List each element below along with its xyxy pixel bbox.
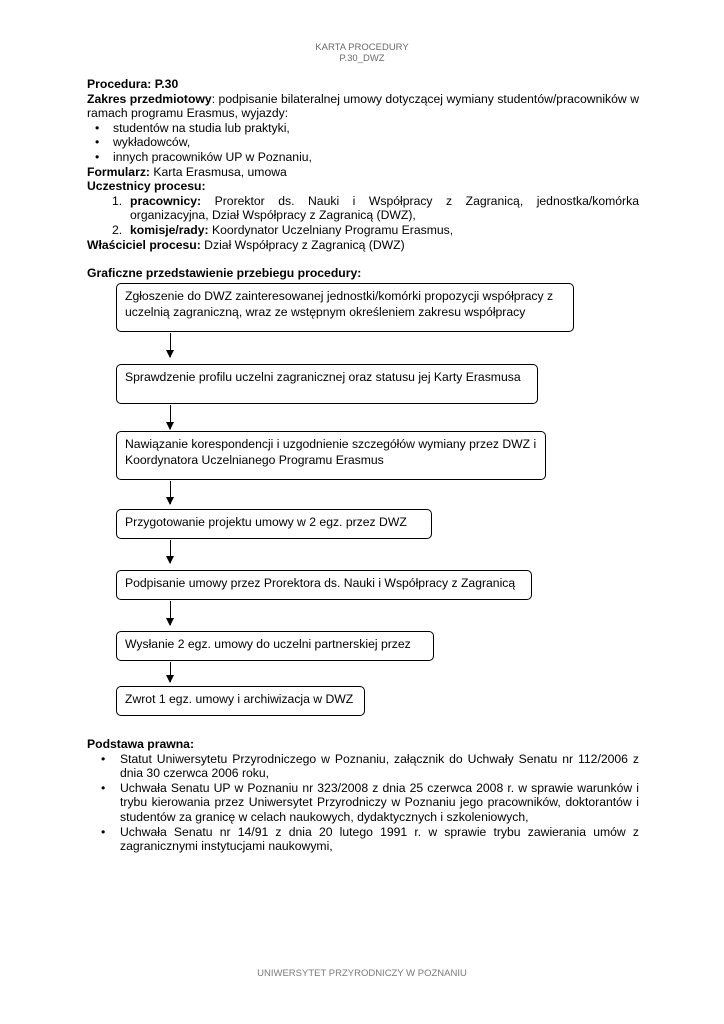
list-item — [87, 194, 639, 223]
legal-list — [87, 752, 639, 854]
flow-step: Wysłanie 2 egz. umowy do uczelni partnerskiej przez — [116, 631, 434, 661]
flow-step: Zwrot 1 egz. umowy i archiwizacja w DWZ — [116, 686, 365, 716]
page-header — [0, 42, 724, 64]
trips-list — [87, 121, 639, 165]
list-item: • Uchwała Senatu nr 14/91 z dnia 20 lutego 1991 r. w sprawie trybu zawierania umów z zagranicznymi instytucjami naukowymi, — [87, 825, 639, 854]
flow-arrow — [170, 481, 171, 504]
owner-paragraph — [87, 238, 639, 253]
participant-label: pracownicy: — [130, 193, 202, 208]
flow-arrow — [170, 601, 171, 625]
legal-heading: Podstawa prawna: — [87, 737, 195, 751]
list-item: • Uchwała Senatu UP w Poznaniu nr 323/2008 z dnia 25 czerwca 2008 r. w sprawie warunków i trybu kierowania przez Uniwersytet Przyrodniczy w Poznaniu jego pracowników, doktorantów i studentów za granicę w celach naukowych, dydaktycznych i szkoleniowych, — [87, 781, 639, 825]
owner-label: Właściciel procesu: — [87, 237, 201, 252]
graphic-heading: Graficzne przedstawienie przebiegu procedury: — [87, 266, 362, 281]
flow-arrow — [170, 540, 171, 563]
flow-arrow — [170, 333, 171, 357]
participants-list — [87, 194, 639, 238]
scope-text: : podpisanie bilateralnej umowy dotyczącej wymiany studentów/pracowników w ramach programu Erasmus, wyjazdy: — [87, 91, 639, 121]
forms-paragraph — [87, 165, 639, 180]
scope-paragraph — [87, 92, 639, 121]
header-title: KARTA PROCEDURY — [315, 42, 409, 53]
procedure-info — [87, 77, 639, 281]
list-item: • wykładowców, — [87, 135, 639, 150]
flow-step: Przygotowanie projektu umowy w 2 egz. przez DWZ — [116, 509, 432, 539]
participant-label: komisje/rady: — [130, 222, 209, 237]
participant-text: Koordynator Uczelniany Programu Erasmus, — [208, 222, 454, 237]
flow-step: Nawiązanie korespondencji i uzgodnienie szczegółów wymiany przez DWZ i Koordynatora Uczelnianego Programu Erasmus — [116, 431, 546, 480]
participants-label: Uczestnicy procesu: — [87, 179, 206, 194]
list-item: • studentów na studia lub praktyki, — [87, 121, 639, 136]
flow-step: Sprawdzenie profilu uczelni zagranicznej oraz statusu jej Karty Erasmusa — [116, 364, 538, 404]
page-footer: UNIWERSYTET PRZYRODNICZY W POZNANIU — [257, 968, 467, 979]
participant-text: Prorektor ds. Nauki i Współpracy z Zagranicą, jednostka/komórka organizacyjna, Dział Współpracy z Zagranicą (DWZ), — [130, 193, 639, 223]
forms-label: Formularz: — [87, 164, 150, 179]
flow-arrow — [170, 662, 171, 682]
legal-basis — [87, 737, 639, 854]
owner-text: Dział Współpracy z Zagranicą (DWZ) — [200, 237, 405, 252]
flow-arrow — [170, 405, 171, 429]
flow-step: Zgłoszenie do DWZ zainteresowanej jednostki/komórki propozycji współpracy z uczelnią zagraniczną, wraz ze wstępnym określeniem zakresu współpracy — [116, 283, 574, 332]
list-item — [87, 223, 639, 238]
item-number: 1. — [112, 193, 123, 208]
item-number: 2. — [112, 222, 123, 237]
forms-text: Karta Erasmusa, umowa — [149, 164, 287, 179]
flow-step: Podpisanie umowy przez Prorektora ds. Nauki i Współpracy z Zagranicą — [116, 570, 532, 600]
header-code: P.30_DWZ — [339, 53, 385, 64]
list-item: • innych pracowników UP w Poznaniu, — [87, 150, 639, 165]
scope-label: Zakres przedmiotowy — [87, 91, 212, 106]
procedure-label: Procedura: P.30 — [87, 77, 179, 91]
list-item: • Statut Uniwersytetu Przyrodniczego w Poznaniu, załącznik do Uchwały Senatu nr 112/2006 z dnia 30 czerwca 2006 roku, — [87, 752, 639, 781]
